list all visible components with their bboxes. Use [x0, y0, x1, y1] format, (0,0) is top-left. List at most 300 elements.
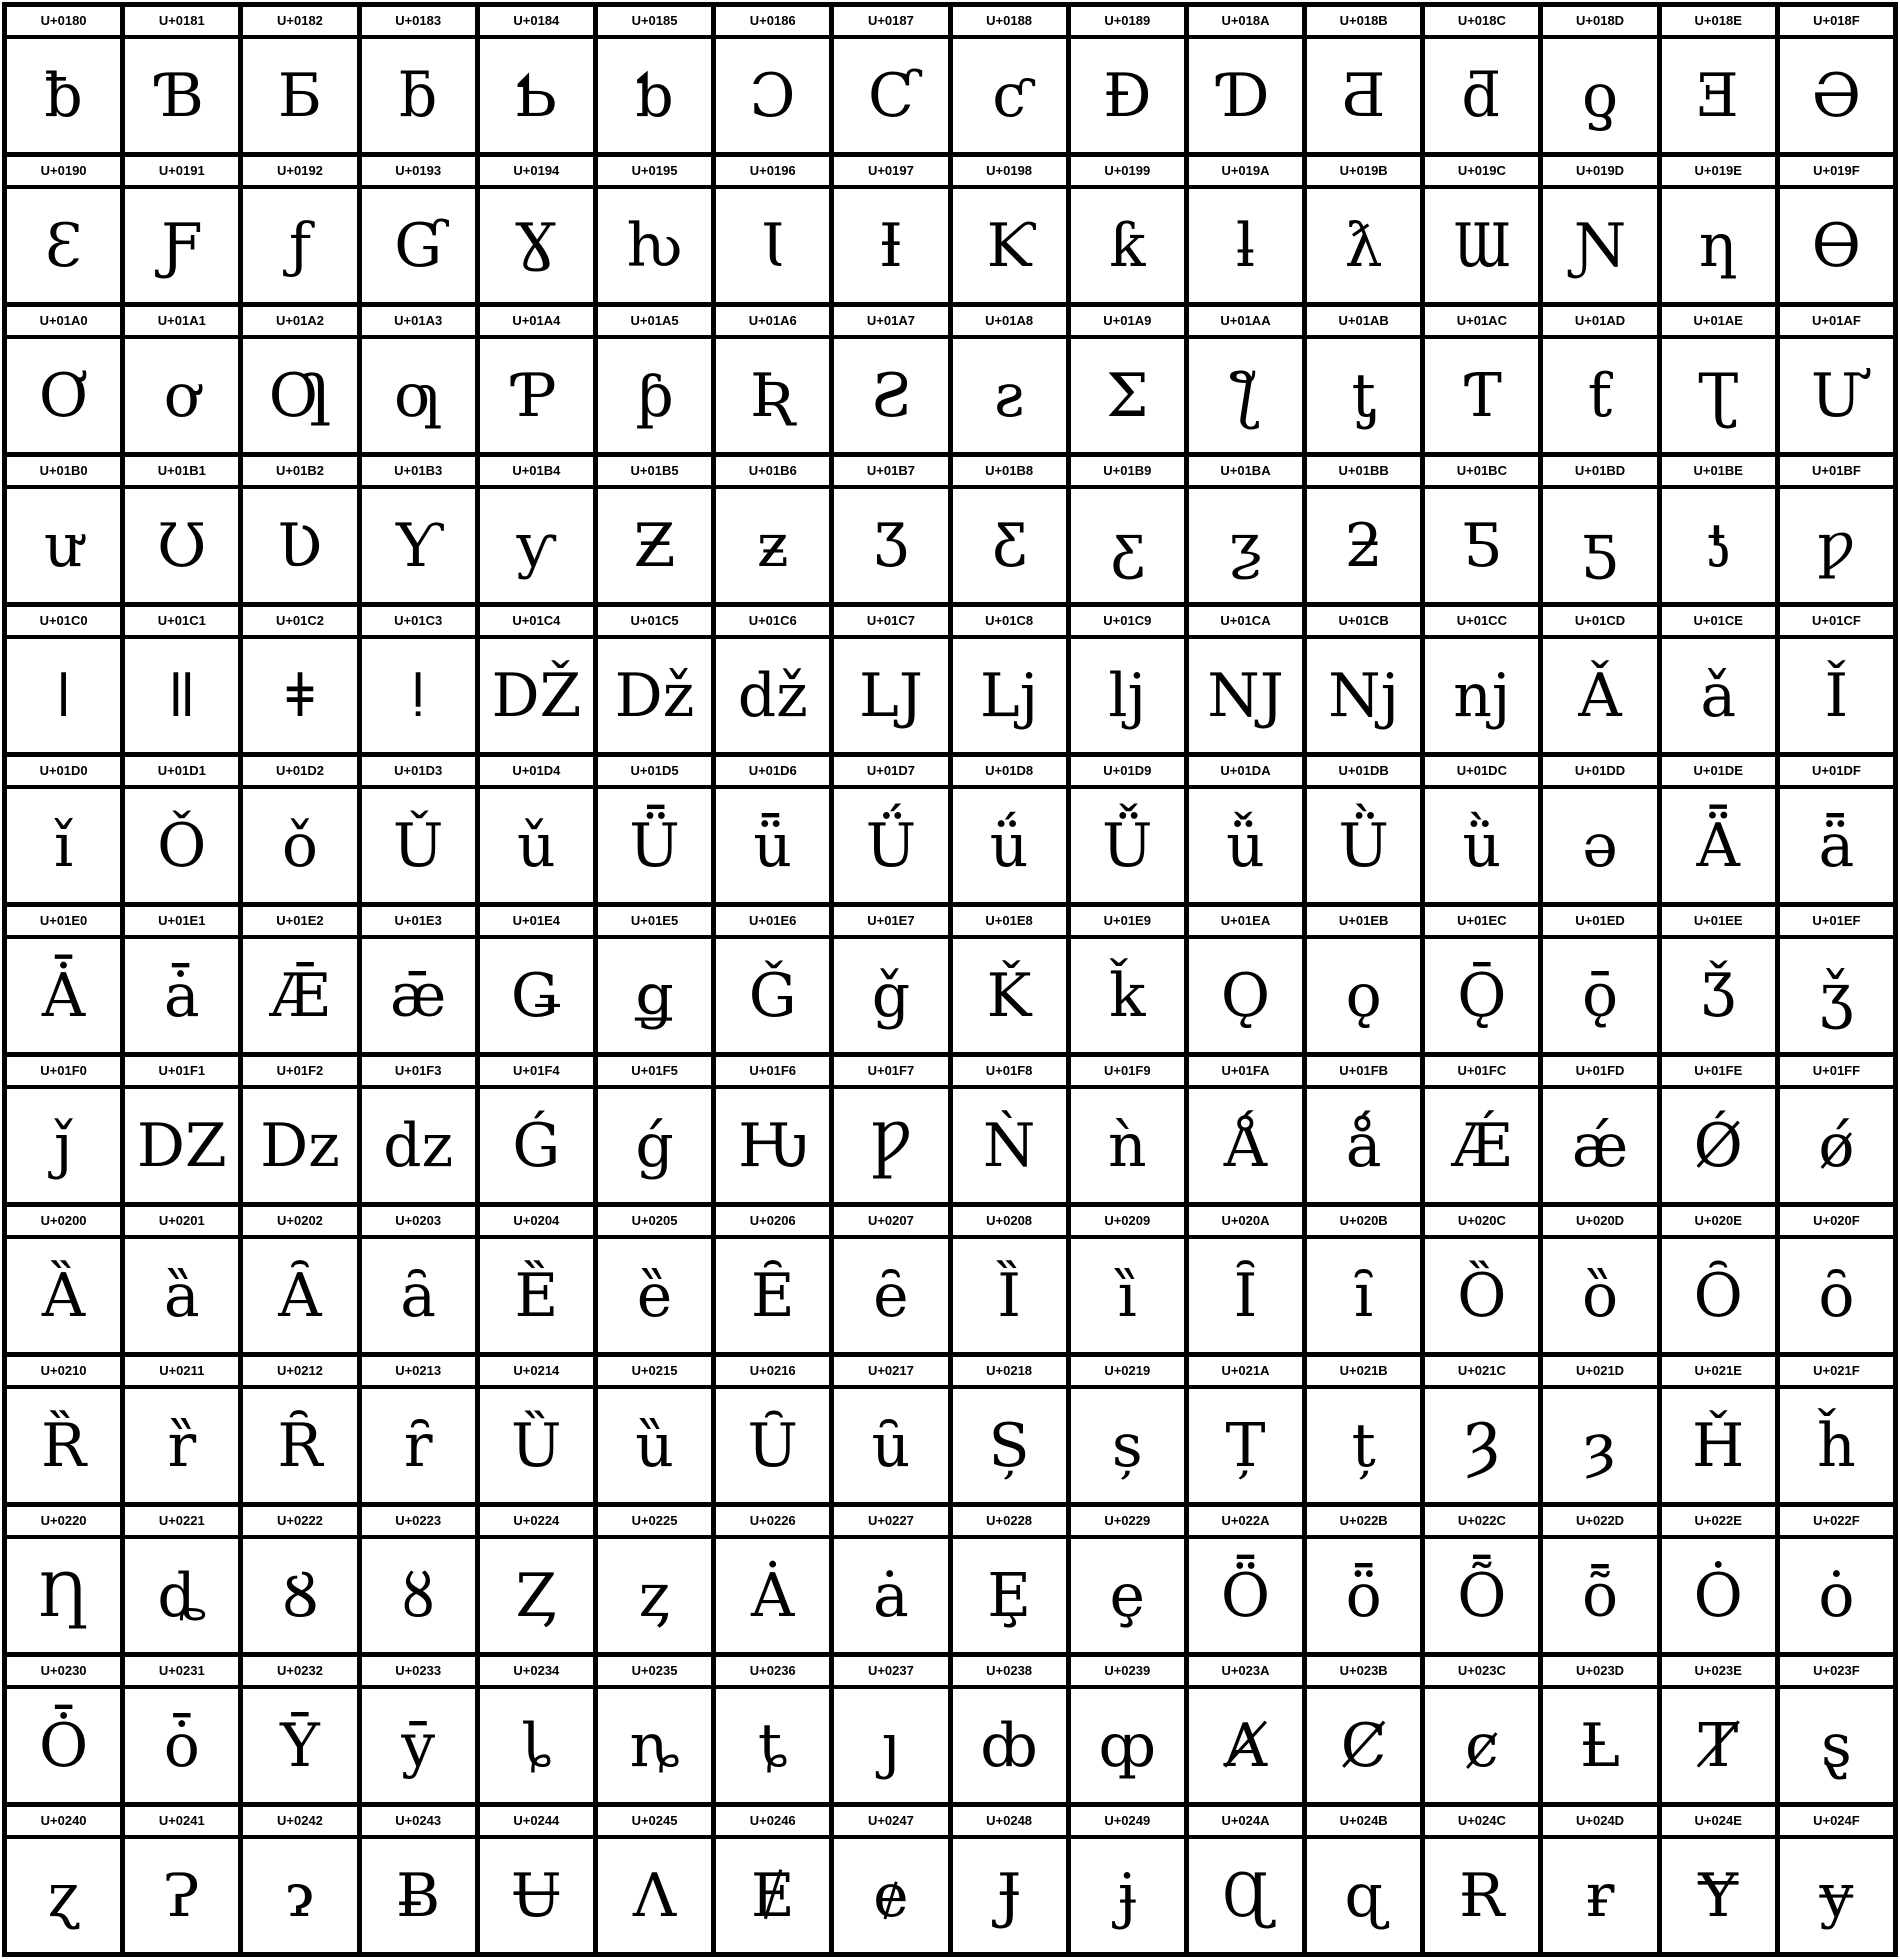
codepoint-label: U+01D4: [480, 757, 593, 785]
glyph-box: [834, 1539, 947, 1652]
codepoint-label: U+01CC: [1425, 607, 1538, 635]
glyph-character: ǆ: [737, 660, 808, 731]
glyph-character: ȷ: [881, 1710, 901, 1781]
codepoint-label: U+01AC: [1425, 307, 1538, 335]
glyph-box: [480, 339, 593, 452]
codepoint-label: U+01A0: [7, 307, 120, 335]
glyph-cell: [1189, 7, 1302, 152]
glyph-character: ȡ: [157, 1560, 207, 1631]
glyph-cell: [1425, 1807, 1538, 1952]
glyph-character: Ɵ: [1811, 210, 1861, 281]
glyph-character: ɇ: [873, 1860, 909, 1931]
glyph-cell: [953, 1657, 1066, 1802]
glyph-character: ǜ: [1462, 810, 1502, 881]
glyph-cell: [1307, 7, 1420, 152]
glyph-box: [125, 1839, 238, 1952]
glyph-character: Ǉ: [858, 660, 923, 731]
glyph-character: Ə: [1811, 60, 1861, 131]
codepoint-label: U+01E4: [480, 907, 593, 935]
codepoint-label: U+018F: [1780, 7, 1893, 35]
glyph-box: [1662, 1239, 1775, 1352]
glyph-box: [716, 789, 829, 902]
glyph-cell: [1543, 1807, 1656, 1952]
glyph-box: [1189, 1539, 1302, 1652]
glyph-cell: [362, 457, 475, 602]
glyph-box: [125, 1389, 238, 1502]
glyph-cell: [1780, 1657, 1893, 1802]
glyph-character: ƚ: [1235, 210, 1256, 281]
glyph-character: ț: [1351, 1410, 1376, 1481]
glyph-character: ǰ: [53, 1110, 74, 1181]
glyph-cell: [1780, 307, 1893, 452]
glyph-character: ɏ: [1819, 1860, 1854, 1931]
glyph-character: ƾ: [1702, 510, 1735, 581]
glyph-cell: [598, 1057, 711, 1202]
glyph-box: [1543, 1089, 1656, 1202]
codepoint-label: U+01EC: [1425, 907, 1538, 935]
codepoint-label: U+01DC: [1425, 757, 1538, 785]
glyph-cell: [243, 1057, 356, 1202]
glyph-box: [1425, 1539, 1538, 1652]
glyph-character: Ƃ: [277, 60, 323, 131]
glyph-box: [716, 39, 829, 152]
glyph-cell: [598, 907, 711, 1052]
glyph-box: [716, 1239, 829, 1352]
glyph-character: ǒ: [281, 810, 319, 881]
glyph-character: ƹ: [1110, 510, 1145, 581]
codepoint-label: U+01CB: [1307, 607, 1420, 635]
glyph-box: [716, 339, 829, 452]
codepoint-label: U+01CF: [1780, 607, 1893, 635]
glyph-box: [125, 189, 238, 302]
glyph-character: Ɛ: [44, 210, 83, 281]
glyph-box: [1189, 1689, 1302, 1802]
glyph-box: [125, 789, 238, 902]
glyph-cell: [1425, 757, 1538, 902]
codepoint-label: U+0202: [243, 1207, 356, 1235]
codepoint-label: U+01A1: [125, 307, 238, 335]
glyph-box: [1307, 1839, 1420, 1952]
glyph-box: [243, 789, 356, 902]
glyph-character: ǈ: [979, 660, 1039, 731]
glyph-character: Ƣ: [268, 360, 332, 431]
glyph-character: ȝ: [1584, 1410, 1616, 1481]
codepoint-label: U+0235: [598, 1657, 711, 1685]
codepoint-label: U+01BE: [1662, 457, 1775, 485]
glyph-box: [716, 189, 829, 302]
glyph-box: [1662, 1689, 1775, 1802]
glyph-cell: [480, 457, 593, 602]
glyph-character: ɍ: [1585, 1860, 1615, 1931]
glyph-character: ǌ: [1453, 660, 1511, 731]
glyph-box: [1071, 1839, 1184, 1952]
codepoint-label: U+0186: [716, 7, 829, 35]
glyph-character: Ș: [988, 1410, 1030, 1481]
glyph-box: [716, 1539, 829, 1652]
glyph-box: [1543, 1839, 1656, 1952]
glyph-cell: [1543, 457, 1656, 602]
codepoint-label: U+01C9: [1071, 607, 1184, 635]
codepoint-label: U+0208: [953, 1207, 1066, 1235]
codepoint-label: U+01CA: [1189, 607, 1302, 635]
glyph-cell: [716, 1657, 829, 1802]
glyph-cell: [1543, 1057, 1656, 1202]
glyph-box: [598, 639, 711, 752]
glyph-box: [1425, 1689, 1538, 1802]
glyph-character: Ȥ: [515, 1560, 558, 1631]
codepoint-label: U+0249: [1071, 1807, 1184, 1835]
codepoint-label: U+023F: [1780, 1657, 1893, 1685]
codepoint-label: U+01B6: [716, 457, 829, 485]
codepoint-label: U+0233: [362, 1657, 475, 1685]
glyph-cell: [1189, 1807, 1302, 1952]
glyph-character: ș: [1111, 1410, 1143, 1481]
glyph-character: ȗ: [871, 1410, 911, 1481]
glyph-box: [598, 1389, 711, 1502]
glyph-character: Ʀ: [750, 360, 796, 431]
codepoint-label: U+020A: [1189, 1207, 1302, 1235]
codepoint-label: U+01CE: [1662, 607, 1775, 635]
glyph-character: ɂ: [286, 1860, 314, 1931]
glyph-character: ǿ: [1818, 1110, 1855, 1181]
glyph-character: Ƹ: [992, 510, 1027, 581]
glyph-cell: [1425, 307, 1538, 452]
glyph-cell: [1307, 757, 1420, 902]
glyph-box: [1071, 1689, 1184, 1802]
glyph-box: [7, 339, 120, 452]
glyph-cell: [953, 1207, 1066, 1352]
glyph-box: [1189, 1239, 1302, 1352]
glyph-cell: [834, 907, 947, 1052]
glyph-box: [1307, 639, 1420, 752]
glyph-character: Ǌ: [1207, 660, 1284, 731]
glyph-box: [1662, 1089, 1775, 1202]
glyph-cell: [1425, 1507, 1538, 1652]
codepoint-label: U+0199: [1071, 157, 1184, 185]
glyph-box: [243, 339, 356, 452]
codepoint-label: U+0182: [243, 7, 356, 35]
codepoint-label: U+01DB: [1307, 757, 1420, 785]
glyph-box: [243, 1089, 356, 1202]
glyph-box: [1662, 1389, 1775, 1502]
glyph-cell: [953, 1807, 1066, 1952]
glyph-cell: [716, 1807, 829, 1952]
codepoint-label: U+021E: [1662, 1357, 1775, 1385]
glyph-character: ƥ: [635, 360, 674, 431]
glyph-character: Ƨ: [870, 360, 912, 431]
glyph-box: [953, 39, 1066, 152]
glyph-box: [7, 939, 120, 1052]
glyph-cell: [1780, 7, 1893, 152]
glyph-cell: [243, 907, 356, 1052]
codepoint-label: U+0216: [716, 1357, 829, 1385]
glyph-character: ǣ: [389, 960, 447, 1031]
glyph-character: ȿ: [1821, 1710, 1852, 1781]
codepoint-label: U+01C7: [834, 607, 947, 635]
glyph-box: [480, 1839, 593, 1952]
glyph-cell: [716, 1357, 829, 1502]
codepoint-label: U+01D0: [7, 757, 120, 785]
glyph-cell: [953, 607, 1066, 752]
glyph-box: [1425, 1839, 1538, 1952]
glyph-character: Ȓ: [277, 1410, 323, 1481]
codepoint-label: U+01B4: [480, 457, 593, 485]
codepoint-label: U+01D6: [716, 757, 829, 785]
codepoint-label: U+01E3: [362, 907, 475, 935]
glyph-box: [1780, 189, 1893, 302]
codepoint-label: U+01BA: [1189, 457, 1302, 485]
glyph-cell: [1780, 457, 1893, 602]
codepoint-label: U+0206: [716, 1207, 829, 1235]
glyph-box: [7, 1539, 120, 1652]
glyph-character: Ɉ: [997, 1860, 1022, 1931]
glyph-cell: [243, 1807, 356, 1952]
codepoint-label: U+01C2: [243, 607, 356, 635]
glyph-cell: [1425, 1357, 1538, 1502]
glyph-cell: [598, 1657, 711, 1802]
glyph-cell: [1780, 1357, 1893, 1502]
glyph-character: ȥ: [638, 1560, 671, 1631]
glyph-cell: [598, 7, 711, 152]
glyph-box: [598, 39, 711, 152]
glyph-box: [480, 39, 593, 152]
glyph-cell: [834, 1507, 947, 1652]
glyph-character: ȋ: [1354, 1260, 1374, 1331]
glyph-box: [7, 489, 120, 602]
glyph-box: [716, 1389, 829, 1502]
codepoint-label: U+0200: [7, 1207, 120, 1235]
glyph-character: ǳ: [383, 1110, 454, 1181]
codepoint-label: U+024D: [1543, 1807, 1656, 1835]
codepoint-label: U+0227: [834, 1507, 947, 1535]
glyph-cell: [125, 457, 238, 602]
glyph-character: ɉ: [1117, 1860, 1137, 1931]
glyph-box: [125, 939, 238, 1052]
glyph-box: [598, 1089, 711, 1202]
glyph-box: [362, 1239, 475, 1352]
glyph-cell: [243, 757, 356, 902]
codepoint-label: U+0193: [362, 157, 475, 185]
codepoint-label: U+020C: [1425, 1207, 1538, 1235]
glyph-character: ǟ: [1818, 810, 1855, 881]
glyph-cell: [1071, 1057, 1184, 1202]
glyph-box: [1780, 339, 1893, 452]
glyph-box: [1662, 1539, 1775, 1652]
glyph-cell: [1780, 1507, 1893, 1652]
glyph-box: [1071, 1239, 1184, 1352]
glyph-character: ǎ: [1700, 660, 1737, 731]
glyph-cell: [834, 1207, 947, 1352]
glyph-box: [1543, 39, 1656, 152]
glyph-character: Ǹ: [982, 1110, 1036, 1181]
glyph-box: [834, 1689, 947, 1802]
glyph-character: Ƚ: [1580, 1710, 1620, 1781]
codepoint-label: U+023C: [1425, 1657, 1538, 1685]
glyph-cell: [953, 907, 1066, 1052]
glyph-cell: [1543, 1207, 1656, 1352]
codepoint-label: U+0220: [7, 1507, 120, 1535]
glyph-character: Ȭ: [1457, 1560, 1507, 1631]
glyph-box: [243, 489, 356, 602]
codepoint-label: U+0210: [7, 1357, 120, 1385]
glyph-cell: [7, 907, 120, 1052]
glyph-box: [1543, 1539, 1656, 1652]
glyph-cell: [1071, 1807, 1184, 1952]
codepoint-label: U+0240: [7, 1807, 120, 1835]
glyph-box: [1189, 639, 1302, 752]
glyph-character: Ƭ: [1461, 360, 1502, 431]
codepoint-label: U+01DF: [1780, 757, 1893, 785]
codepoint-label: U+020E: [1662, 1207, 1775, 1235]
glyph-box: [480, 939, 593, 1052]
glyph-cell: [7, 1207, 120, 1352]
glyph-cell: [1662, 457, 1775, 602]
glyph-cell: [1189, 1057, 1302, 1202]
codepoint-label: U+01A4: [480, 307, 593, 335]
glyph-box: [362, 939, 475, 1052]
glyph-cell: [716, 907, 829, 1052]
glyph-box: [480, 489, 593, 602]
codepoint-label: U+01E7: [834, 907, 947, 935]
glyph-cell: [1071, 1207, 1184, 1352]
glyph-character: ƴ: [516, 510, 557, 581]
glyph-character: ƣ: [393, 360, 443, 431]
codepoint-label: U+0191: [125, 157, 238, 185]
glyph-cell: [1543, 607, 1656, 752]
glyph-character: ȇ: [873, 1260, 909, 1331]
glyph-cell: [480, 1807, 593, 1952]
glyph-box: [362, 639, 475, 752]
codepoint-label: U+01DA: [1189, 757, 1302, 785]
glyph-box: [1662, 489, 1775, 602]
codepoint-label: U+0211: [125, 1357, 238, 1385]
glyph-character: ȃ: [400, 1260, 437, 1331]
codepoint-label: U+01BC: [1425, 457, 1538, 485]
glyph-box: [1425, 1389, 1538, 1502]
codepoint-label: U+019C: [1425, 157, 1538, 185]
glyph-character: ȼ: [1465, 1710, 1499, 1781]
glyph-box: [362, 39, 475, 152]
codepoint-label: U+0230: [7, 1657, 120, 1685]
glyph-cell: [834, 7, 947, 152]
glyph-cell: [480, 607, 593, 752]
glyph-box: [243, 1839, 356, 1952]
glyph-cell: [1543, 157, 1656, 302]
glyph-cell: [125, 7, 238, 152]
codepoint-label: U+0183: [362, 7, 475, 35]
glyph-box: [953, 489, 1066, 602]
codepoint-label: U+01B3: [362, 457, 475, 485]
glyph-character: ǅ: [614, 660, 695, 731]
glyph-character: Ȳ: [280, 1710, 320, 1781]
glyph-box: [1307, 1689, 1420, 1802]
glyph-character: ȱ: [163, 1710, 200, 1781]
glyph-character: Ȏ: [1693, 1260, 1743, 1331]
glyph-box: [953, 339, 1066, 452]
glyph-box: [1425, 789, 1538, 902]
glyph-character: ƛ: [1344, 210, 1383, 281]
glyph-character: ȣ: [401, 1560, 435, 1631]
codepoint-label: U+01E9: [1071, 907, 1184, 935]
glyph-cell: [243, 7, 356, 152]
codepoint-label: U+0246: [716, 1807, 829, 1835]
glyph-box: [1307, 39, 1420, 152]
glyph-cell: [1189, 157, 1302, 302]
glyph-character: Ǘ: [865, 810, 917, 881]
glyph-cell: [598, 1507, 711, 1652]
glyph-character: ǻ: [1345, 1110, 1382, 1181]
glyph-character: Ƶ: [633, 510, 676, 581]
glyph-box: [1543, 1689, 1656, 1802]
codepoint-label: U+0205: [598, 1207, 711, 1235]
glyph-cell: [1425, 607, 1538, 752]
glyph-box: [953, 1689, 1066, 1802]
glyph-character: ǂ: [286, 660, 314, 731]
codepoint-label: U+018B: [1307, 7, 1420, 35]
codepoint-label: U+01E2: [243, 907, 356, 935]
glyph-character: Ȯ: [1693, 1560, 1743, 1631]
glyph-cell: [1543, 307, 1656, 452]
glyph-cell: [1189, 1357, 1302, 1502]
glyph-character: Ǆ: [491, 660, 582, 731]
codepoint-label: U+0238: [953, 1657, 1066, 1685]
glyph-cell: [1071, 1357, 1184, 1502]
glyph-box: [1543, 1239, 1656, 1352]
codepoint-label: U+01D3: [362, 757, 475, 785]
glyph-character: ǥ: [635, 960, 674, 1031]
glyph-character: ǝ: [1582, 810, 1618, 881]
glyph-cell: [598, 757, 711, 902]
glyph-cell: [1307, 1507, 1420, 1652]
glyph-cell: [1662, 907, 1775, 1052]
glyph-cell: [7, 1507, 120, 1652]
codepoint-label: U+01BB: [1307, 457, 1420, 485]
codepoint-label: U+01B2: [243, 457, 356, 485]
glyph-character: ƒ: [288, 210, 312, 281]
glyph-box: [1071, 189, 1184, 302]
glyph-box: [953, 1839, 1066, 1952]
glyph-character: ǧ: [871, 960, 911, 1031]
glyph-character: Ɣ: [514, 210, 558, 281]
glyph-cell: [1307, 307, 1420, 452]
glyph-character: Ɖ: [1103, 60, 1152, 131]
glyph-character: ǐ: [53, 810, 74, 881]
glyph-chart-grid: [2, 2, 1898, 1957]
glyph-cell: [953, 1507, 1066, 1652]
glyph-cell: [1662, 1357, 1775, 1502]
glyph-box: [1425, 189, 1538, 302]
glyph-cell: [243, 307, 356, 452]
glyph-box: [243, 1239, 356, 1352]
codepoint-label: U+0181: [125, 7, 238, 35]
glyph-box: [1780, 939, 1893, 1052]
glyph-cell: [716, 757, 829, 902]
glyph-box: [243, 639, 356, 752]
codepoint-label: U+0203: [362, 1207, 475, 1235]
glyph-character: Ɗ: [1221, 60, 1270, 131]
glyph-cell: [125, 1807, 238, 1952]
codepoint-label: U+0228: [953, 1507, 1066, 1535]
glyph-character: ƻ: [1344, 510, 1383, 581]
codepoint-label: U+01F3: [362, 1057, 475, 1085]
glyph-character: Ʒ: [873, 510, 908, 581]
codepoint-label: U+01F5: [598, 1057, 711, 1085]
glyph-cell: [1189, 757, 1302, 902]
glyph-box: [1307, 489, 1420, 602]
codepoint-label: U+021B: [1307, 1357, 1420, 1385]
codepoint-label: U+0221: [125, 1507, 238, 1535]
codepoint-label: U+018C: [1425, 7, 1538, 35]
